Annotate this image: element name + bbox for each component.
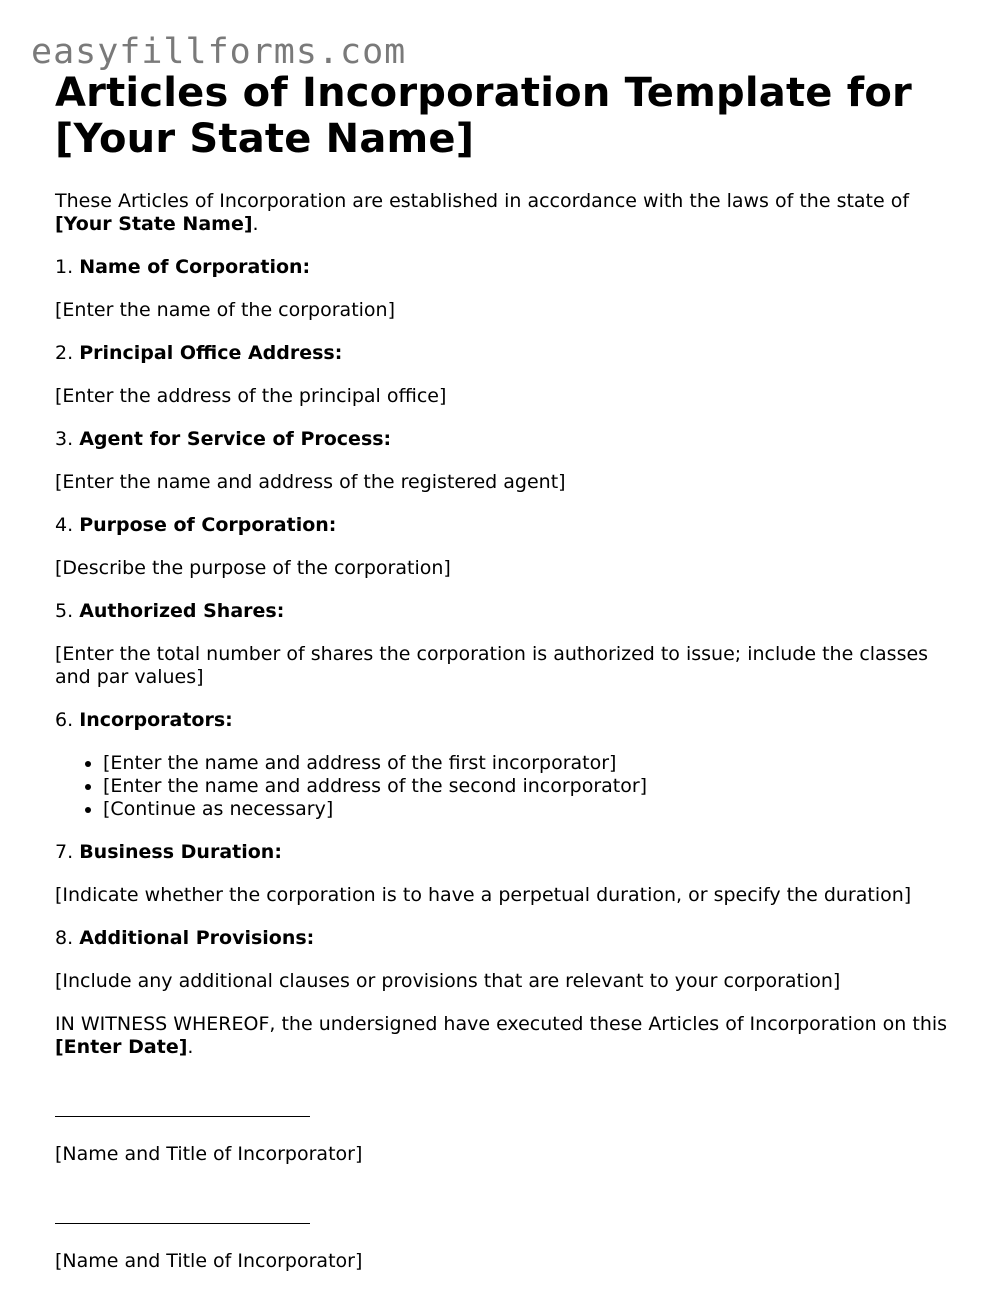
section-heading-incorporators <box>55 709 955 732</box>
section-number: 3. <box>55 428 74 450</box>
section-number: 6. <box>55 709 74 731</box>
section-title: Business Duration: <box>79 841 282 863</box>
section-title: Purpose of Corporation: <box>79 514 337 536</box>
section-heading-name <box>55 256 955 279</box>
section-heading-agent <box>55 428 955 451</box>
section-title: Additional Provisions: <box>79 927 315 949</box>
signature-rule <box>55 1203 310 1224</box>
list-item: • [Enter the name and address of the second incorporator] <box>103 775 955 798</box>
section-title: Incorporators: <box>79 709 233 731</box>
section-title: Authorized Shares: <box>79 600 285 622</box>
witness-paragraph <box>55 1013 955 1059</box>
signature-rule <box>55 1096 310 1117</box>
intro-paragraph <box>55 190 955 236</box>
section-heading-purpose <box>55 514 955 537</box>
date-placeholder: [Enter Date] <box>55 1036 188 1058</box>
incorporators-list <box>55 752 955 821</box>
document <box>55 70 955 1293</box>
section-body-purpose: [Describe the purpose of the corporation] <box>55 557 451 579</box>
section-body-office-address: [Enter the address of the principal office] <box>55 385 447 407</box>
signature-label: [Name and Title of Incorporator] <box>55 1143 363 1165</box>
section-number: 4. <box>55 514 74 536</box>
watermark: easyfillforms.com <box>31 32 407 72</box>
section-number: 7. <box>55 841 74 863</box>
section-title: Agent for Service of Process: <box>79 428 392 450</box>
section-body-provisions: [Include any additional clauses or provisions that are relevant to your corporation] <box>55 970 841 992</box>
title-line-2: [Your State Name] <box>55 116 475 162</box>
signature-label: [Name and Title of Incorporator] <box>55 1250 363 1272</box>
list-item: • [Continue as necessary] <box>103 798 955 821</box>
witness-text: IN WITNESS WHEREOF, the undersigned have executed these Articles of Incorporation on this <box>55 1013 948 1035</box>
section-number: 5. <box>55 600 74 622</box>
section-heading-provisions <box>55 927 955 950</box>
section-heading-shares <box>55 600 955 623</box>
intro-end: . <box>252 213 259 235</box>
state-placeholder: [Your State Name] <box>55 213 253 235</box>
intro-text: These Articles of Incorporation are established in accordance with the laws of the state of <box>55 190 910 212</box>
section-number: 8. <box>55 927 74 949</box>
section-title: Principal Office Address: <box>79 342 343 364</box>
signature-line <box>55 1186 955 1230</box>
signature-line <box>55 1079 955 1123</box>
section-number: 2. <box>55 342 74 364</box>
list-item: • [Enter the name and address of the first incorporator] <box>103 752 955 775</box>
section-number: 1. <box>55 256 74 278</box>
page-title <box>55 70 955 162</box>
section-body-name: [Enter the name of the corporation] <box>55 299 395 321</box>
section-heading-duration <box>55 841 955 864</box>
section-body-shares: [Enter the total number of shares the corporation is authorized to issue; include the classes and par values] <box>55 643 929 688</box>
section-title: Name of Corporation: <box>79 256 311 278</box>
section-body-agent: [Enter the name and address of the registered agent] <box>55 471 566 493</box>
witness-end: . <box>187 1036 194 1058</box>
section-body-duration: [Indicate whether the corporation is to have a perpetual duration, or specify the duration] <box>55 884 912 906</box>
title-line-1: Articles of Incorporation Template for <box>55 70 912 116</box>
section-heading-office-address <box>55 342 955 365</box>
